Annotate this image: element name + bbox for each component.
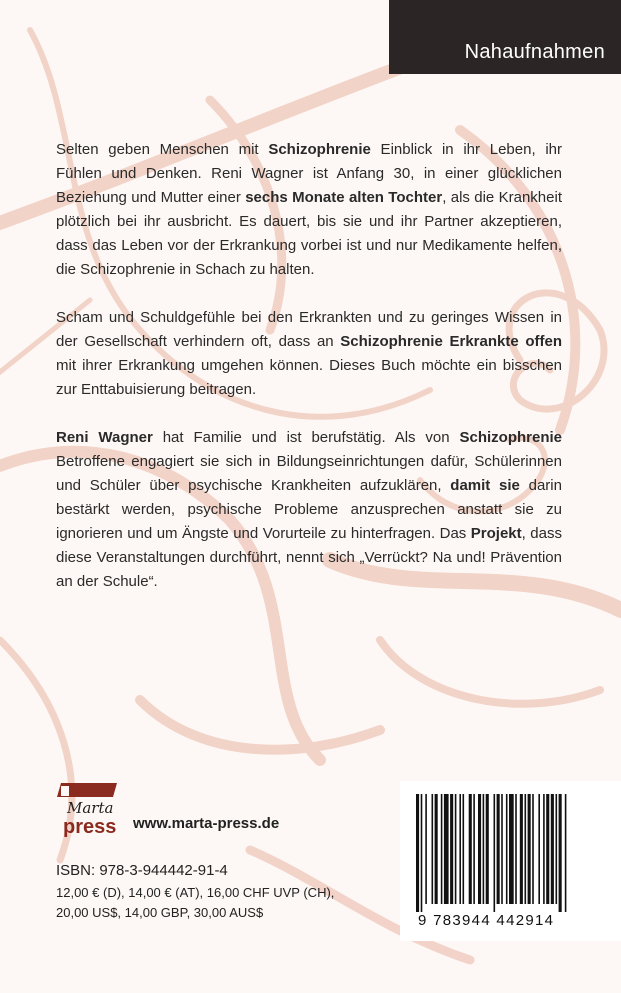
barcode <box>400 781 621 941</box>
isbn: ISBN: 978-3-944442-91-4 <box>56 862 228 879</box>
barcode-bar <box>525 794 527 904</box>
barcode-bar <box>497 794 500 904</box>
text-run: hat Familie und ist berufstätig. Als von <box>152 429 460 446</box>
highlighted-text: damit sie <box>450 477 520 494</box>
barcode-bar <box>556 794 558 904</box>
marta-press-logo <box>53 779 121 837</box>
text-run: , als die Krankheit plötzlich bei ihr ausbricht. Es dauert, bis sie und ihr Partner akzeptieren, dass das Leben vor der Erkrankung vorbei ist und nur Medikamente helfen, die Schizophrenie in Schach zu halten. <box>56 189 562 278</box>
barcode-bar <box>450 794 453 904</box>
barcode-bar <box>425 794 427 904</box>
barcode-bar <box>543 794 545 904</box>
highlighted-text: Schizophrenie Erkrankte offen <box>340 333 563 350</box>
barcode-bar <box>478 794 481 904</box>
svg-text:press: press <box>63 816 117 837</box>
barcode-bar <box>469 794 472 904</box>
barcode-bar <box>421 794 423 912</box>
highlighted-text: Schizophrenie <box>459 429 563 446</box>
barcode-bar <box>551 794 554 904</box>
publisher-website[interactable]: www.marta-press.de <box>133 815 280 832</box>
barcode-bar <box>520 794 523 904</box>
barcode-bar <box>441 794 443 904</box>
barcode-bar <box>565 794 567 912</box>
barcode-bar <box>463 794 465 904</box>
series-label: Nahaufnahmen <box>389 0 621 74</box>
barcode-bar <box>444 794 449 904</box>
text-run: Selten geben Menschen mit <box>56 141 269 158</box>
highlighted-text: Projekt <box>470 525 522 542</box>
barcode-bar <box>546 794 549 904</box>
barcode-bar <box>473 794 475 904</box>
text-run: , dass diese Veranstaltungen durchführt, nennt sich „Verrückt? Na und! Prävention an der Schule“. <box>56 525 562 590</box>
paragraph <box>56 138 562 282</box>
price-line: 12,00 € (D), 14,00 € (AT), 16,00 CHF UVP (CH), <box>56 885 335 900</box>
barcode-bar <box>532 794 534 904</box>
barcode-bar <box>494 794 496 912</box>
barcode-bar <box>528 794 531 904</box>
text-run: mit ihrer Erkrankung umgehen können. Dieses Buch möchte ein bisschen zur Enttabuisierung beitragen. <box>56 357 562 398</box>
barcode-digits: 9 783944 442914 <box>418 912 555 929</box>
barcode-bars <box>416 794 608 912</box>
back-cover-text <box>56 138 562 618</box>
barcode-bar <box>483 794 485 904</box>
barcode-bar <box>538 794 540 904</box>
barcode-bar <box>509 794 514 904</box>
paragraph <box>56 306 562 402</box>
svg-text:Marta: Marta <box>67 799 114 817</box>
barcode-bar <box>559 794 562 912</box>
highlighted-text: Reni Wagner <box>56 429 153 446</box>
text-run: Einblick in ihr Leben, ihr Fühlen und Denken. Reni Wagner ist Anfang 30, in einer glücklichen Beziehung und Mutter einer <box>56 141 562 206</box>
barcode-bar <box>501 794 503 904</box>
barcode-bar <box>459 794 461 904</box>
barcode-bar <box>486 794 489 904</box>
barcode-bar <box>432 794 434 904</box>
highlighted-text: Schizophrenie <box>268 141 371 158</box>
barcode-bar <box>455 794 457 904</box>
paragraph <box>56 426 562 594</box>
barcode-bar <box>515 794 517 904</box>
text-run: Betroffene engagiert sie sich in Bildungseinrichtungen dafür, Schülerinnen und Schüler über psychische Krankheiten aufzuklären, <box>56 453 562 494</box>
barcode-bar <box>435 794 438 904</box>
barcode-bar <box>416 794 419 912</box>
price-line: 20,00 US$, 14,00 GBP, 30,00 AUS$ <box>56 905 264 920</box>
barcode-bar <box>506 794 508 904</box>
highlighted-text: sechs Monate alten Tochter <box>245 189 443 206</box>
text-run: Scham und Schuldgefühle bei den Erkrankten und zu geringes Wissen in der Gesellschaft verhindern oft, dass an <box>56 309 562 350</box>
text-run: darin bestärkt werden, psychische Probleme anzusprechen anstatt sie zu ignorieren und um Ängste und Vorurteile zu hinterfragen. Das <box>56 477 562 542</box>
price-list <box>56 883 334 923</box>
